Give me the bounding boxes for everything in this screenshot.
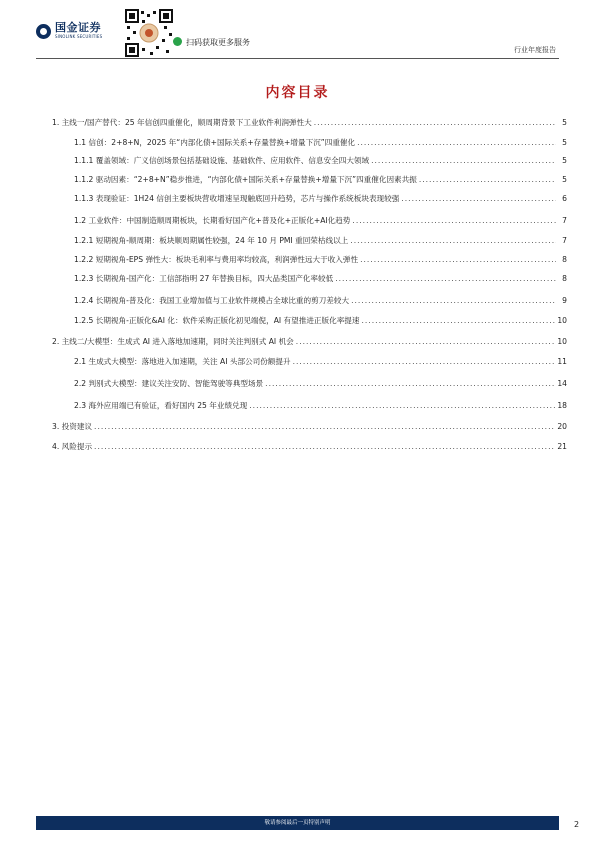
page-header: [0, 0, 595, 66]
toc-entry-1-1-1[interactable]: 1.1.1 覆盖领域：广义信创场景包括基础设施、基础软件、应用软件、信息安全四大领域 ..... 5: [74, 156, 567, 166]
toc-page-number: 5: [562, 138, 567, 147]
toc-page-number: 5: [562, 156, 567, 165]
toc-page-number: 20: [557, 422, 567, 431]
brand-logo: [36, 22, 102, 40]
toc-page-number: 5: [562, 175, 567, 184]
toc-page-number: 8: [562, 274, 567, 283]
toc-entry-1-1-2[interactable]: 1.1.2 驱动因素：“2+8+N”稳步推进，“内部化债+国际关系+存量替换+增量下沉”四重催化因素共振 ..... 5: [74, 175, 567, 185]
toc-page-number: 9: [562, 296, 567, 305]
toc-entry-1-2[interactable]: 1.2 工业软件：中国制造顺周期板块，长期看好国产化+普及化+正版化+AI化趋势 ..... 7: [74, 216, 567, 226]
page-number: 2: [574, 820, 580, 829]
toc-page-number: 7: [562, 216, 567, 225]
wechat-scan-icon: [173, 37, 182, 46]
toc-entry-2[interactable]: 2. 主线二/大模型：生成式 AI 进入落地加速期，同时关注判别式 AI 机会 ..... 10: [52, 337, 567, 347]
toc-entry-4[interactable]: 4. 风险提示 ..... 21: [52, 442, 567, 452]
toc-title: 内容目录: [265, 85, 330, 101]
qr-code-icon[interactable]: [124, 8, 174, 58]
logo-icon: [36, 24, 51, 39]
toc-entry-1-1-3[interactable]: 1.1.3 表现验证：1H24 信创主要板块营收增速呈现触底回升趋势，芯片与操作系统板块表现较强 ..... 6: [74, 194, 567, 204]
toc-entry-1-1[interactable]: 1.1 信创：2+8+N，2025 年“内部化债+国际关系+存量替换+增量下沉”四重催化 ..... 5: [74, 138, 567, 148]
brand-name-cn: 国金证券: [55, 21, 101, 34]
toc-entry-3[interactable]: 3. 投资建议 ..... 20: [52, 422, 567, 432]
toc-page-number: 21: [557, 442, 567, 451]
toc-entry-2-2[interactable]: 2.2 判别式大模型：建议关注安防、智能驾驶等典型场景 ..... 14: [74, 379, 567, 389]
disclaimer-note: 敬请参阅最后一页特别声明: [264, 820, 331, 826]
toc-entry-1-2-2[interactable]: 1.2.2 短期视角-EPS 弹性大：板块毛利率与费用率均较高，利润弹性远大于收入弹性 ..... 8: [74, 255, 567, 265]
toc-page-number: 10: [557, 337, 567, 346]
toc-entry-1-2-4[interactable]: 1.2.4 长期视角-普及化：我国工业增加值与工业软件规模占全球比重的剪刀差较大 ..... 9: [74, 296, 567, 306]
toc-page-number: 5: [562, 118, 567, 127]
toc-page-number: 8: [562, 255, 567, 264]
toc-page-number: 7: [562, 236, 567, 245]
toc-page-number: 18: [557, 401, 567, 410]
scan-prompt: 扫码获取更多服务: [186, 38, 250, 47]
page-footer: [0, 808, 595, 842]
toc-entry-1-2-3[interactable]: 1.2.3 长期视角-国产化：工信部指明 27 年替换目标，四大品类国产化率较低 ..... 8: [74, 274, 567, 284]
report-type-label: 行业年度报告: [514, 46, 556, 54]
toc-page-number: 6: [562, 194, 567, 203]
toc-entry-2-1[interactable]: 2.1 生成式大模型：落地进入加速期，关注 AI 头部公司份额提升 ..... 11: [74, 357, 567, 367]
toc-entry-1-2-5[interactable]: 1.2.5 长期视角-正版化&AI 化：软件采购正版化初见端倪，AI 有望推进正版化率提速 ..... 10: [74, 316, 567, 326]
brand-name-en: SINOLINK SECURITIES: [55, 34, 103, 39]
header-divider: [36, 58, 559, 59]
toc-entry-2-3[interactable]: 2.3 海外应用端已有验证，看好国内 25 年业绩兑现 ..... 18: [74, 401, 567, 411]
toc-page-number: 10: [557, 316, 567, 325]
toc-page-number: 11: [557, 357, 567, 366]
toc-page-number: 14: [557, 379, 567, 388]
toc-entry-1[interactable]: 1. 主线一/国产替代：25 年信创四重催化，顺周期背景下工业软件利润弹性大 ..... 5: [52, 118, 567, 128]
toc-entry-1-2-1[interactable]: 1.2.1 短期视角-顺周期：板块顺周期属性较强，24 年 10 月 PMI 重回荣枯线以上 ..... 7: [74, 236, 567, 246]
